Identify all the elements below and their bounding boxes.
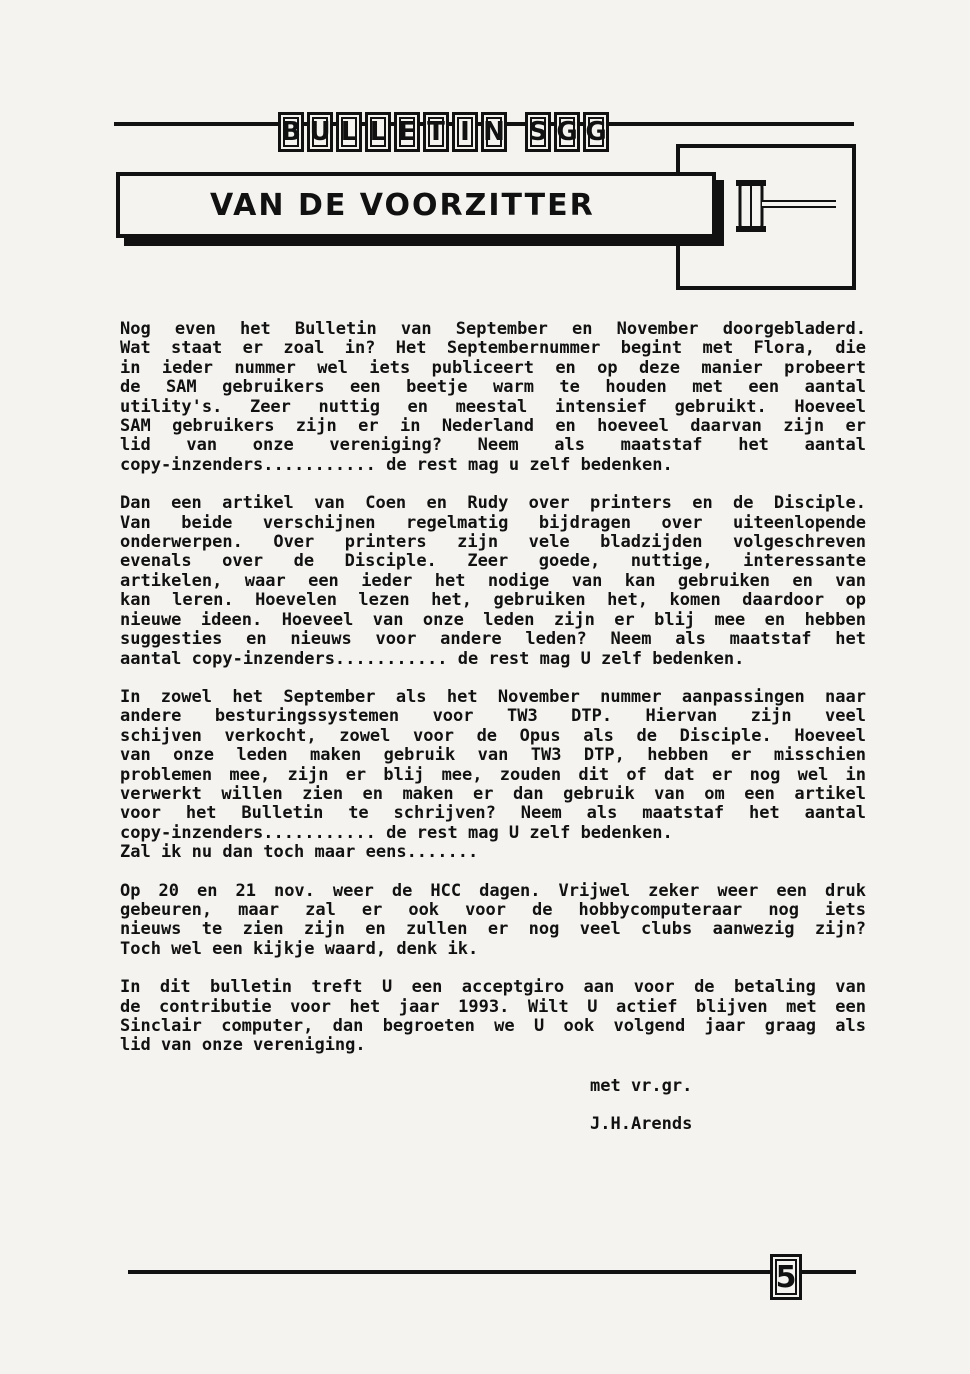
text-line: de SAM gebruikers een beetje warm te houden met een aantal xyxy=(120,377,866,398)
text-line: aantal copy-inzenders........... de rest mag U zelf bedenken. xyxy=(120,648,745,669)
masthead-letter: I xyxy=(452,112,478,152)
text-line: SAM gebruikers zijn er in Nederland en hoeveel daarvan zijn er xyxy=(120,416,866,437)
text-line: verwerkt willen zien en maken er dan gebruik van om een artikel xyxy=(120,783,866,804)
masthead-letter: U xyxy=(307,112,333,152)
text-line: In dit bulletin treft U een acceptgiro aan voor de betaling van xyxy=(120,977,866,998)
signature-name: J.H.Arends xyxy=(590,1114,693,1134)
bulletin-sgg-masthead xyxy=(278,112,609,160)
text-line: problemen mee, zijn er blij mee, zouden dit of dat er nog wel in xyxy=(120,764,866,785)
text-line: nieuwe ideen. Hoeveel van onze leden zijn er blij mee en hebben xyxy=(120,609,866,630)
text-line: Van beide verschijnen regelmatig bijdragen over uiteenlopende xyxy=(120,512,866,533)
text-line: lid van onze vereniging. xyxy=(120,1035,366,1056)
text-line: van onze leden maken gebruik van TW3 DTP, hebben er misschien xyxy=(120,745,866,766)
text-line: kan leren. Hoevelen lezen het, gebruiken het, komen daardoor op xyxy=(120,590,866,611)
paragraph xyxy=(120,882,866,960)
masthead-letter: B xyxy=(278,112,304,152)
text-line: onderwerpen. Over printers zijn vele bladzijden volgeschreven xyxy=(120,532,866,553)
masthead-letter: E xyxy=(394,112,420,152)
text-line: utility's. Zeer nuttig en meestal intensief gebruikt. Hoeveel xyxy=(120,396,866,417)
bottom-rule xyxy=(128,1270,856,1274)
paragraph xyxy=(120,688,866,863)
masthead-letter: G xyxy=(554,112,580,152)
masthead-letter: N xyxy=(481,112,507,152)
text-line: In zowel het September als het November nummer aanpassingen naar xyxy=(120,686,866,707)
paragraph xyxy=(120,494,866,669)
text-line: andere besturingssystemen voor TW3 DTP. Hiervan zijn veel xyxy=(120,706,866,727)
text-line: Nog even het Bulletin van September en November doorgebladerd. xyxy=(120,319,866,339)
page-number: 5 xyxy=(770,1254,802,1300)
text-line: Wat staat er zoal in? Het Septembernummer begint met Flora, die xyxy=(120,338,866,359)
text-line: in ieder nummer wel iets publiceert en op deze manier probeert xyxy=(120,357,866,378)
text-line: Toch wel een kijkje waard, denk ik. xyxy=(120,938,479,959)
section-title: VAN DE VOORZITTER xyxy=(210,187,595,223)
text-line: lid van onze vereniging? Neem als maatstaf het aantal xyxy=(120,435,866,456)
paragraph xyxy=(120,320,866,475)
section-title-box xyxy=(116,172,716,238)
gavel-icon xyxy=(726,170,838,242)
text-line: Sinclair computer, dan begroeten we U ook volgend jaar graag als xyxy=(120,1016,866,1036)
text-line: Zal ik nu dan toch maar eens....... xyxy=(120,842,479,863)
text-line: voor het Bulletin te schrijven? Neem als maatstaf het aantal xyxy=(120,803,866,824)
text-line: Op 20 en 21 nov. weer de HCC dagen. Vrijwel zeker weer een druk xyxy=(120,880,866,901)
text-line: evenals over de Disciple. Zeer goede, nuttige, interessante xyxy=(120,551,866,572)
masthead-letter: L xyxy=(336,112,362,152)
masthead-letter: T xyxy=(423,112,449,152)
masthead-letter: G xyxy=(583,112,609,152)
text-line: nieuws te zien zijn en zullen er nog veel clubs aanwezig zijn? xyxy=(120,919,866,940)
text-line: Dan een artikel van Coen en Rudy over printers en de Disciple. xyxy=(120,493,866,514)
text-line: suggesties en nieuws voor andere leden? Neem als maatstaf het xyxy=(120,629,866,650)
article-body xyxy=(120,320,866,1075)
text-line: artikelen, waar een ieder het nodige van kan gebruiken en van xyxy=(120,570,866,591)
text-line: de contributie voor het jaar 1993. Wilt U actief blijven met een xyxy=(120,996,866,1017)
text-line: copy-inzenders........... de rest mag u zelf bedenken. xyxy=(120,454,673,475)
signature-greeting: met vr.gr. xyxy=(590,1076,693,1096)
masthead-letter: L xyxy=(365,112,391,152)
text-line: copy-inzenders........... de rest mag U zelf bedenken. xyxy=(120,822,673,843)
text-line: schijven verkocht, zowel voor de Opus als de Disciple. Hoeveel xyxy=(120,725,866,746)
masthead-letter: S xyxy=(525,112,551,152)
text-line: gebeuren, maar zal er ook voor de hobbycomputeraar nog iets xyxy=(120,899,866,920)
paragraph xyxy=(120,978,866,1056)
